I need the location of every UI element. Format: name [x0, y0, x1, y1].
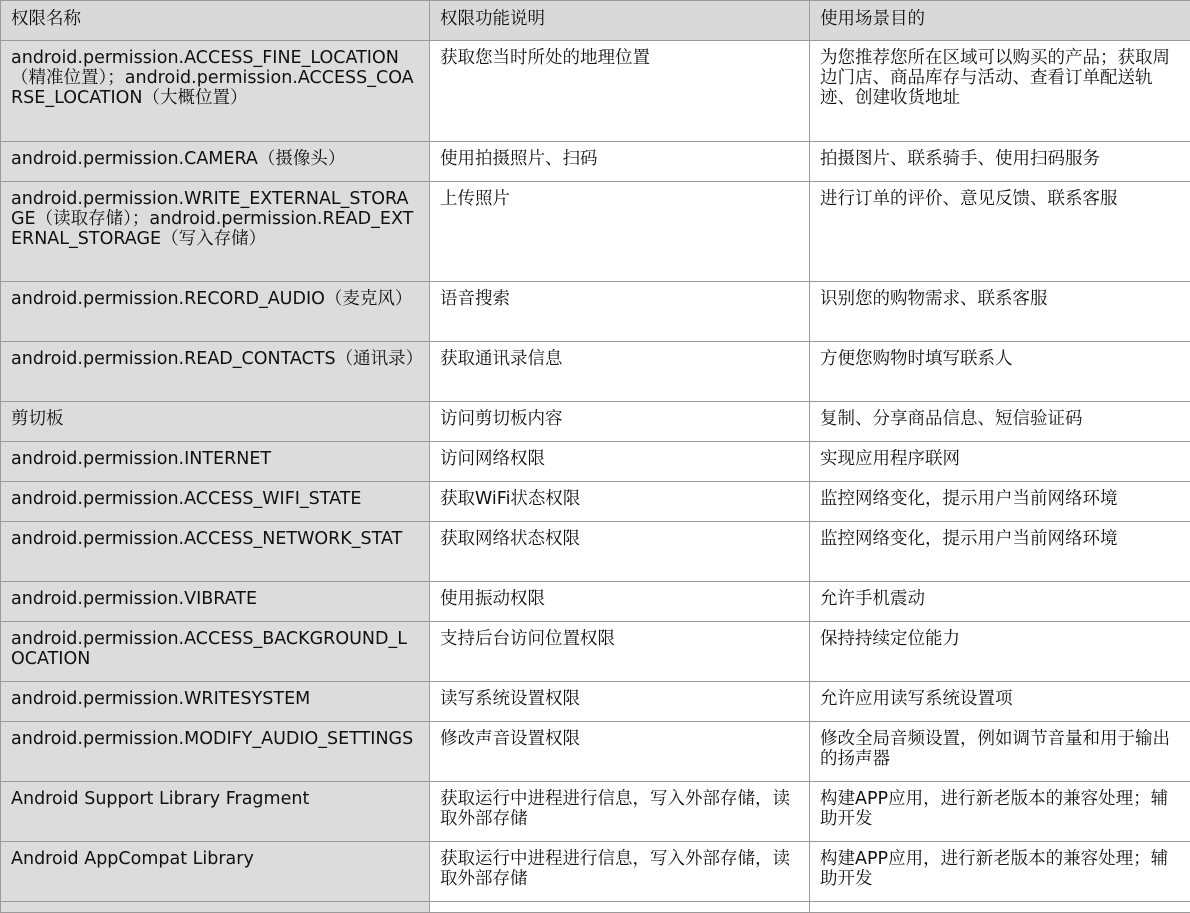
permission-name-cell: android.permission.MODIFY_AUDIO_SETTINGS [1, 722, 430, 782]
permission-function-cell-empty [430, 902, 810, 913]
permission-function-cell: 访问剪切板内容 [430, 402, 810, 442]
permission-function-cell: 修改声音设置权限 [430, 722, 810, 782]
usage-purpose-cell: 为您推荐您所在区域可以购买的产品；获取周边门店、商品库存与活动、查看订单配送轨迹、创建收货地址 [810, 41, 1190, 142]
permission-name-cell: android.permission.INTERNET [1, 442, 430, 482]
table-row-partial [1, 902, 1190, 913]
usage-purpose-cell: 构建APP应用，进行新老版本的兼容处理；辅助开发 [810, 842, 1190, 902]
usage-purpose-cell: 实现应用程序联网 [810, 442, 1190, 482]
table-row [1, 402, 1190, 442]
usage-purpose-cell: 识别您的购物需求、联系客服 [810, 282, 1190, 342]
usage-purpose-cell: 进行订单的评价、意见反馈、联系客服 [810, 182, 1190, 282]
usage-purpose-cell: 构建APP应用，进行新老版本的兼容处理；辅助开发 [810, 782, 1190, 842]
header-permission-name: 权限名称 [1, 1, 430, 41]
table-row [1, 342, 1190, 402]
permission-function-cell: 获取您当时所处的地理位置 [430, 41, 810, 142]
permission-name-cell: android.permission.READ_CONTACTS（通讯录） [1, 342, 430, 402]
permission-name-cell: 剪切板 [1, 402, 430, 442]
table-row [1, 582, 1190, 622]
permission-name-cell: android.permission.ACCESS_WIFI_STATE [1, 482, 430, 522]
permission-function-cell: 上传照片 [430, 182, 810, 282]
permission-function-cell: 使用拍摄照片、扫码 [430, 142, 810, 182]
usage-purpose-cell: 监控网络变化，提示用户当前网络环境 [810, 522, 1190, 582]
table-row [1, 182, 1190, 282]
permission-function-cell: 获取运行中进程进行信息，写入外部存储，读取外部存储 [430, 782, 810, 842]
table-row [1, 142, 1190, 182]
permission-name-cell: android.permission.RECORD_AUDIO（麦克风） [1, 282, 430, 342]
permission-name-cell: android.permission.WRITESYSTEM [1, 682, 430, 722]
usage-purpose-cell: 修改全局音频设置，例如调节音量和用于输出的扬声器 [810, 722, 1190, 782]
usage-purpose-cell: 拍摄图片、联系骑手、使用扫码服务 [810, 142, 1190, 182]
permission-name-cell: android.permission.ACCESS_NETWORK_STAT [1, 522, 430, 582]
permission-function-cell: 读写系统设置权限 [430, 682, 810, 722]
table-row [1, 41, 1190, 142]
permission-name-cell: android.permission.ACCESS_FINE_LOCATION（精准位置）；android.permission.ACCESS_COARSE_LOCATION（大概位置） [1, 41, 430, 142]
permission-name-cell: Android Support Library Fragment [1, 782, 430, 842]
usage-purpose-cell: 监控网络变化，提示用户当前网络环境 [810, 482, 1190, 522]
table-row [1, 722, 1190, 782]
permission-function-cell: 获取WiFi状态权限 [430, 482, 810, 522]
usage-purpose-cell-empty [810, 902, 1190, 913]
permission-function-cell: 语音搜索 [430, 282, 810, 342]
permission-function-cell: 访问网络权限 [430, 442, 810, 482]
table-row [1, 442, 1190, 482]
permission-name-cell: Android AppCompat Library [1, 842, 430, 902]
permission-function-cell: 获取运行中进程进行信息，写入外部存储，读取外部存储 [430, 842, 810, 902]
permission-function-cell: 支持后台访问位置权限 [430, 622, 810, 682]
permission-function-cell: 获取通讯录信息 [430, 342, 810, 402]
usage-purpose-cell: 保持持续定位能力 [810, 622, 1190, 682]
table-row [1, 622, 1190, 682]
usage-purpose-cell: 方便您购物时填写联系人 [810, 342, 1190, 402]
table-row [1, 682, 1190, 722]
table-row [1, 522, 1190, 582]
permission-name-cell: android.permission.ACCESS_BACKGROUND_LOCATION [1, 622, 430, 682]
usage-purpose-cell: 复制、分享商品信息、短信验证码 [810, 402, 1190, 442]
table-row [1, 842, 1190, 902]
usage-purpose-cell: 允许应用读写系统设置项 [810, 682, 1190, 722]
usage-purpose-cell: 允许手机震动 [810, 582, 1190, 622]
permission-name-cell: android.permission.VIBRATE [1, 582, 430, 622]
table-row [1, 282, 1190, 342]
header-permission-function: 权限功能说明 [430, 1, 810, 41]
permission-function-cell: 使用振动权限 [430, 582, 810, 622]
permission-name-cell-empty [1, 902, 430, 913]
permission-name-cell: android.permission.WRITE_EXTERNAL_STORAGE（读取存储）；android.permission.READ_EXTERNAL_STORAGE（写入存储） [1, 182, 430, 282]
table-row [1, 782, 1190, 842]
permission-name-cell: android.permission.CAMERA（摄像头） [1, 142, 430, 182]
header-row [1, 1, 1190, 41]
header-usage-purpose: 使用场景目的 [810, 1, 1190, 41]
table-row [1, 482, 1190, 522]
permission-function-cell: 获取网络状态权限 [430, 522, 810, 582]
